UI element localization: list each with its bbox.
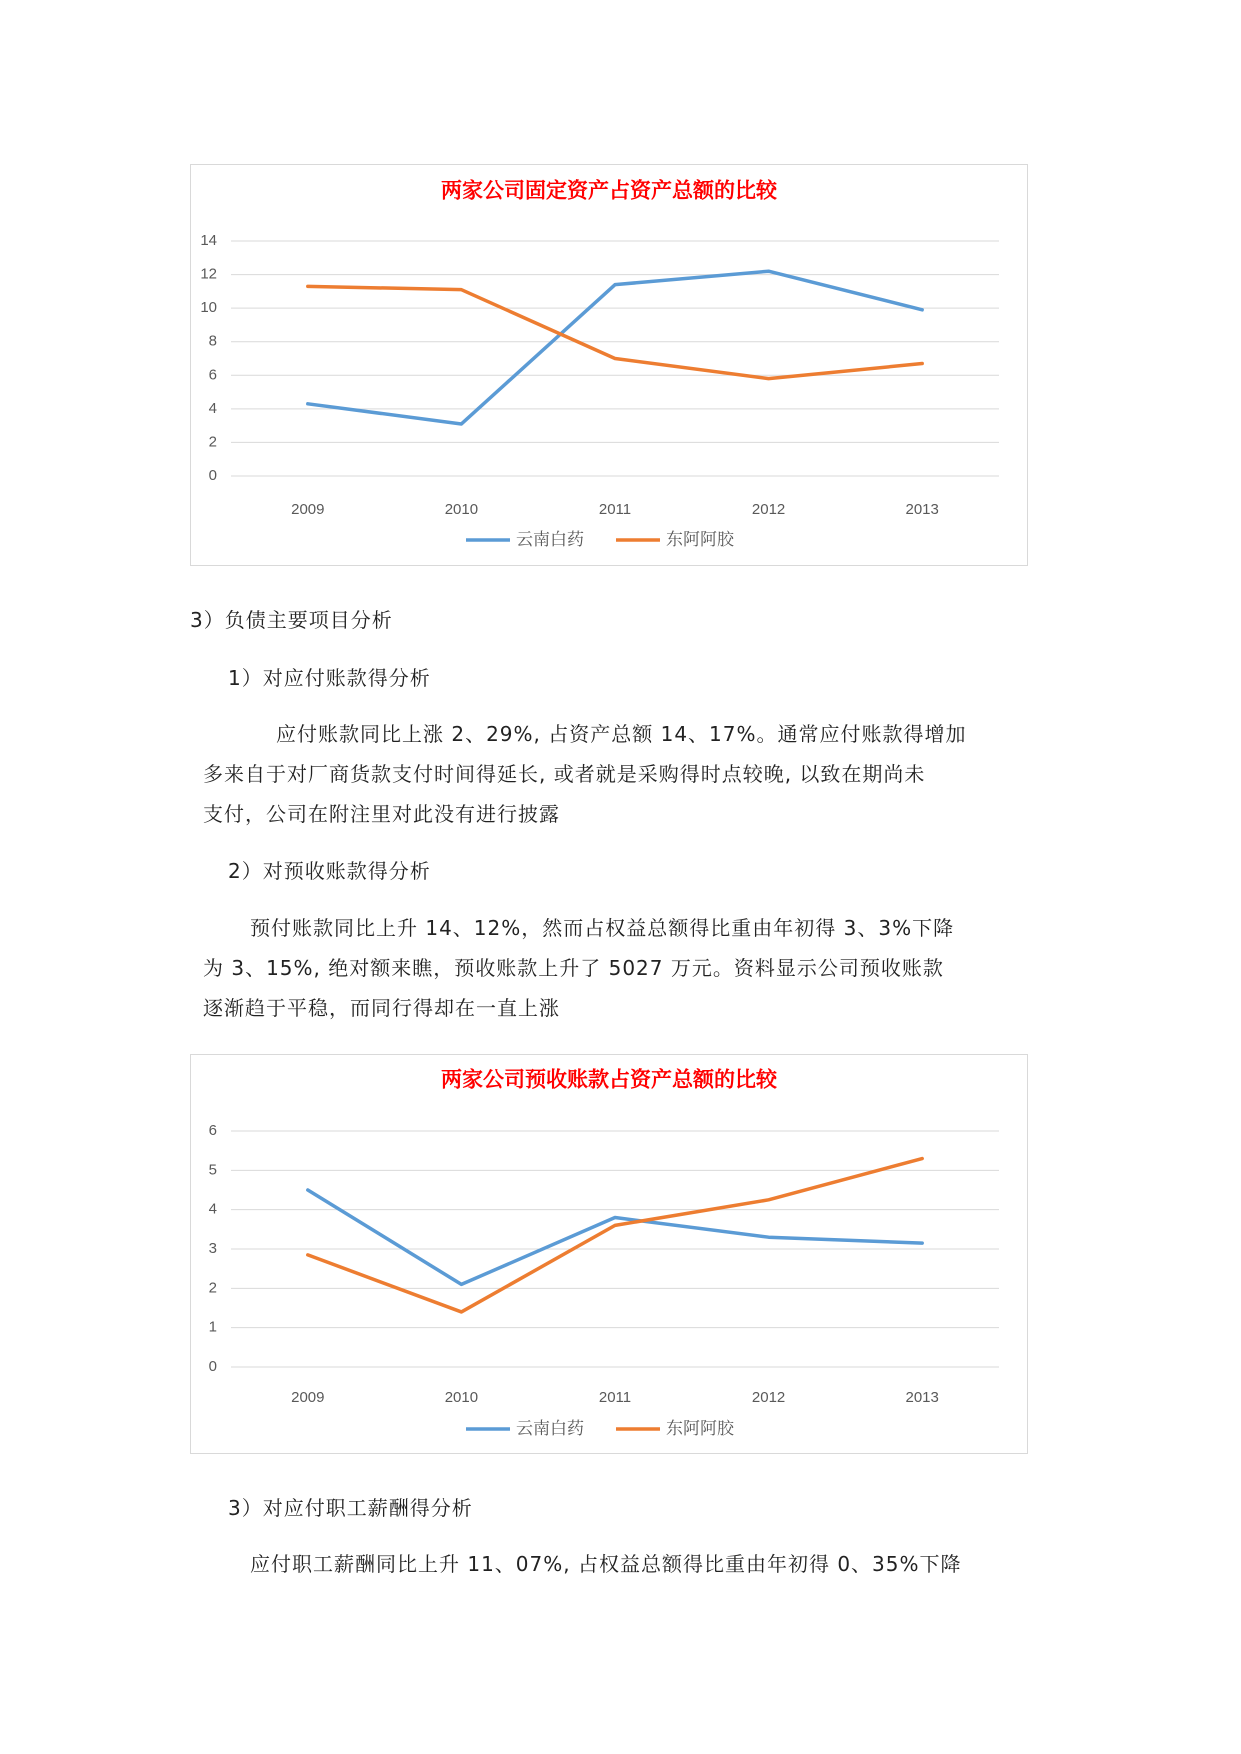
y-tick-label: 0 bbox=[208, 1357, 217, 1375]
y-tick-label: 4 bbox=[208, 1200, 217, 1218]
legend-label: 云南白药 bbox=[516, 530, 584, 550]
y-tick-label: 10 bbox=[200, 299, 217, 317]
chart-fixed-assets-svg bbox=[191, 165, 1027, 565]
y-tick-label: 5 bbox=[208, 1161, 217, 1179]
payable-line-2: 多来自于对厂商货款支付时间得延长, 或者就是采购得时点较晚, 以致在期尚未 bbox=[203, 762, 926, 786]
chart-advance-receipts bbox=[190, 1054, 1028, 1454]
advance-line-1: 预付账款同比上升 14、12%，然而占权益总额得比重由年初得 3、3%下降 bbox=[250, 916, 955, 940]
heading-employee-pay: 3）对应付职工薪酬得分析 bbox=[228, 1496, 473, 1520]
chart-fixed-assets bbox=[190, 164, 1028, 566]
chart-title: 两家公司预收账款占资产总额的比较 bbox=[441, 1066, 777, 1092]
legend-label: 东阿阿胶 bbox=[666, 530, 734, 550]
y-tick-label: 2 bbox=[208, 1279, 217, 1297]
y-tick-label: 4 bbox=[208, 399, 217, 417]
y-tick-label: 8 bbox=[208, 332, 217, 350]
advance-line-3: 逐渐趋于平稳，而同行得却在一直上涨 bbox=[203, 996, 560, 1020]
x-tick-label: 2013 bbox=[905, 500, 939, 518]
legend-label: 云南白药 bbox=[516, 1419, 584, 1439]
payable-line-3: 支付，公司在附注里对此没有进行披露 bbox=[203, 802, 560, 826]
x-tick-label: 2011 bbox=[598, 500, 632, 518]
heading-advance-receipts: 2）对预收账款得分析 bbox=[228, 859, 431, 883]
x-tick-label: 2012 bbox=[751, 500, 786, 518]
series-line-1 bbox=[308, 1190, 922, 1284]
salary-line-1: 应付职工薪酬同比上升 11、07%, 占权益总额得比重由年初得 0、35%下降 bbox=[250, 1552, 962, 1576]
x-tick-label: 2009 bbox=[291, 1388, 325, 1406]
y-tick-label: 6 bbox=[208, 1121, 217, 1139]
y-tick-label: 1 bbox=[208, 1318, 217, 1336]
series-line-1 bbox=[308, 271, 922, 424]
x-tick-label: 2010 bbox=[444, 500, 479, 518]
y-tick-label: 0 bbox=[208, 466, 217, 484]
payable-line-1: 应付账款同比上涨 2、29%, 占资产总额 14、17%。通常应付账款得增加 bbox=[276, 722, 967, 746]
y-tick-label: 3 bbox=[208, 1239, 217, 1257]
x-tick-label: 2012 bbox=[751, 1388, 786, 1406]
series-line-2 bbox=[308, 1159, 922, 1312]
x-tick-label: 2010 bbox=[444, 1388, 479, 1406]
chart-advance-receipts-svg bbox=[191, 1055, 1027, 1453]
chart-title: 两家公司固定资产占资产总额的比较 bbox=[441, 177, 777, 203]
x-tick-label: 2011 bbox=[598, 1388, 632, 1406]
advance-line-2: 为 3、15%, 绝对额来瞧，预收账款上升了 5027 万元。资料显示公司预收账款 bbox=[203, 956, 944, 980]
y-tick-label: 14 bbox=[200, 231, 217, 249]
series-line-2 bbox=[308, 286, 922, 378]
heading-liabilities: 3）负债主要项目分析 bbox=[190, 608, 393, 632]
y-tick-label: 12 bbox=[200, 265, 217, 283]
x-tick-label: 2013 bbox=[905, 1388, 939, 1406]
x-tick-label: 2009 bbox=[291, 500, 325, 518]
heading-accounts-payable: 1）对应付账款得分析 bbox=[228, 666, 431, 690]
legend-label: 东阿阿胶 bbox=[666, 1419, 734, 1439]
y-tick-label: 6 bbox=[208, 366, 217, 384]
y-tick-label: 2 bbox=[208, 433, 217, 451]
